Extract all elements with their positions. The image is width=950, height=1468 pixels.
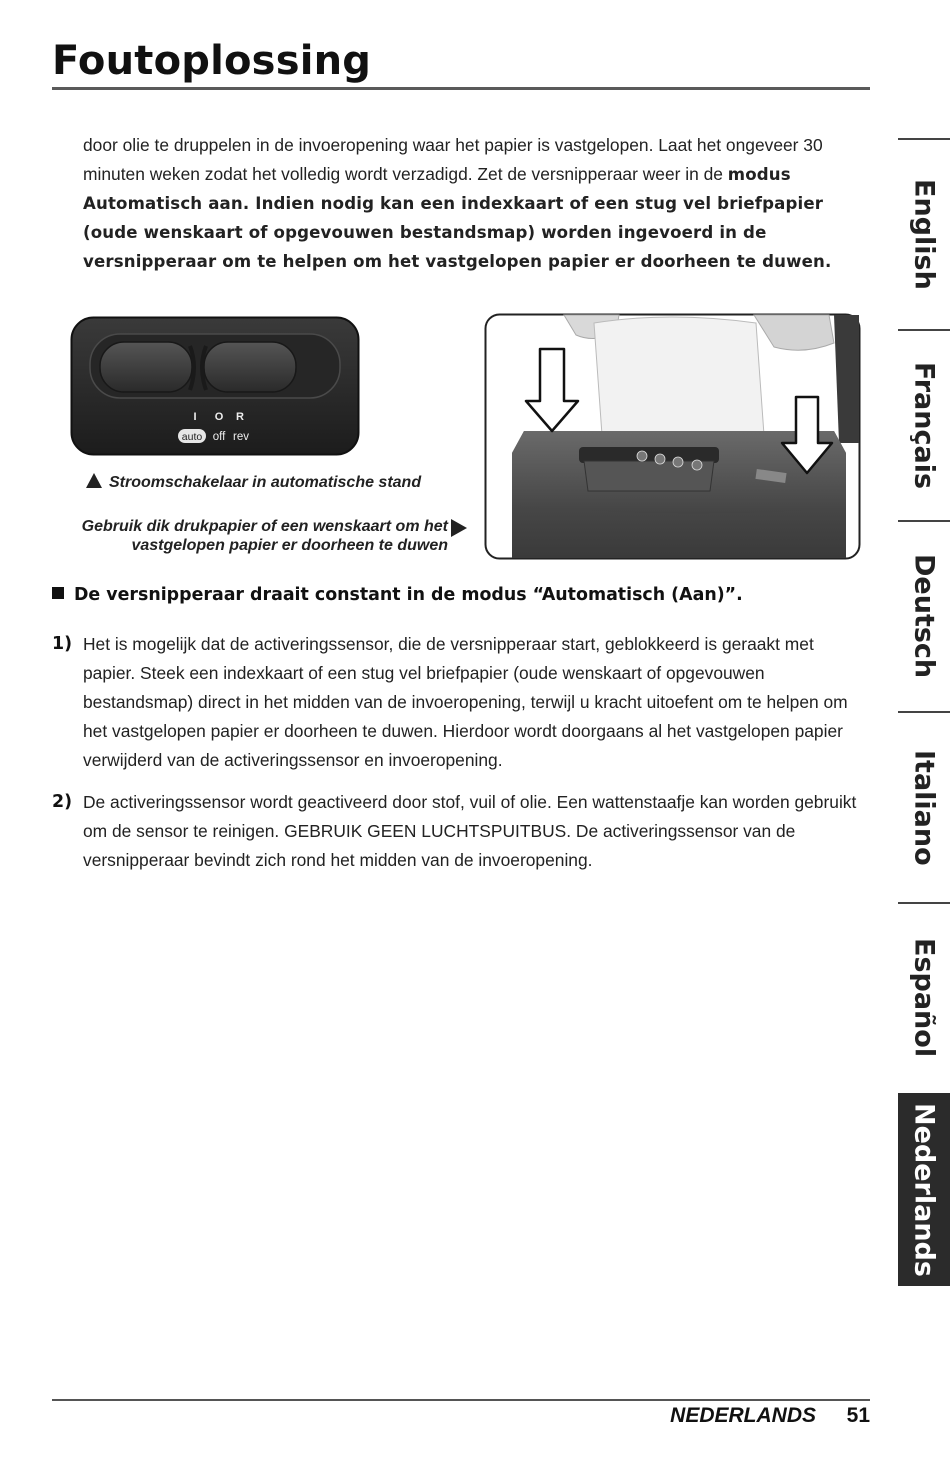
list-item (52, 788, 870, 875)
switch-label-o: O (214, 411, 224, 423)
section-heading (52, 585, 743, 605)
list-item-number: 2) (52, 792, 73, 812)
footer-section-name: NEDERLANDS (670, 1404, 816, 1427)
title-rule (52, 87, 870, 90)
switch-caption (86, 473, 421, 492)
list-item-number: 1) (52, 634, 73, 654)
list-item-text: Het is mogelijk dat de activeringssensor, die de versnipperaar start, geblokkeerd is geraakt met papier. Steek een indexkaart of een stug vel briefpapier (oude wenskaart of opgevouwen bestandsmap) direct in het midden van de invoeropening, terwijl u kracht uitoefent om te helpen om het vastgelopen papier er doorheen te duwen. Hierdoor wordt doorgaans al het vastgelopen papier verwijderd van de activeringssensor en invoeropening. (83, 634, 848, 770)
tab-nederlands-label: Nederlands (908, 1102, 940, 1277)
page-title: Foutoplossing (52, 38, 372, 84)
shredder-photo (484, 313, 861, 560)
list-item-text: De activeringssensor wordt geactiveerd door stof, vuil of olie. Een wattenstaafje kan worden gebruikt om de sensor te reinigen. GEBRUIK GEEN LUCHTSPUITBUS. De activeringssensor van de versnipperaar bevindt zich rond het midden van de invoeropening. (83, 792, 857, 870)
square-bullet-icon (52, 587, 64, 599)
intro-paragraph (83, 131, 868, 276)
switch-label-r: R (236, 411, 244, 423)
tab-italiano-label: Italiano (908, 749, 940, 866)
footer-rule (52, 1399, 870, 1401)
tab-deutsch[interactable] (898, 522, 950, 710)
tab-espanol-label: Español (908, 938, 940, 1058)
list-item (52, 630, 870, 775)
switch-label-rev: rev (233, 431, 249, 443)
triangle-right-icon (451, 519, 467, 537)
tab-english-label: English (908, 178, 940, 290)
tab-francais[interactable] (898, 331, 950, 520)
power-switch-photo (70, 316, 360, 456)
switch-label-off: off (212, 431, 226, 443)
triangle-up-icon (86, 473, 102, 488)
tab-italiano[interactable] (898, 713, 950, 902)
tab-francais-label: Français (908, 361, 940, 490)
shredder-caption: Gebruik dik drukpapier of een wenskaart om het vastgelopen papier er doorheen te duwen (81, 518, 448, 554)
intro-bold-text: modus Automatisch aan. Indien nodig kan een indexkaart of een stug vel briefpapier (oude wenskaart of opgevouwen bestandsmap) worden ingevoerd in de versnipperaar om te helpen om het vastgelopen papier er doorheen te duwen. (83, 165, 832, 271)
switch-label-i: I (193, 411, 197, 423)
switch-label-auto: auto (181, 431, 203, 443)
page-number: 51 (846, 1404, 870, 1427)
tab-espanol[interactable] (898, 904, 950, 1092)
tab-english[interactable] (898, 140, 950, 328)
section-heading-text: De versnipperaar draait constant in de modus “Automatisch (Aan)”. (74, 585, 743, 605)
tab-nederlands[interactable] (898, 1093, 950, 1286)
tab-deutsch-label: Deutsch (908, 553, 940, 679)
switch-caption-text: Stroomschakelaar in automatische stand (109, 474, 422, 491)
intro-plain-text: door olie te druppelen in de invoeropening waar het papier is vastgelopen. Laat het ongeveer 30 minuten weken zodat het volledig wordt verzadigd. Zet de versnipperaar weer in de (83, 135, 823, 184)
